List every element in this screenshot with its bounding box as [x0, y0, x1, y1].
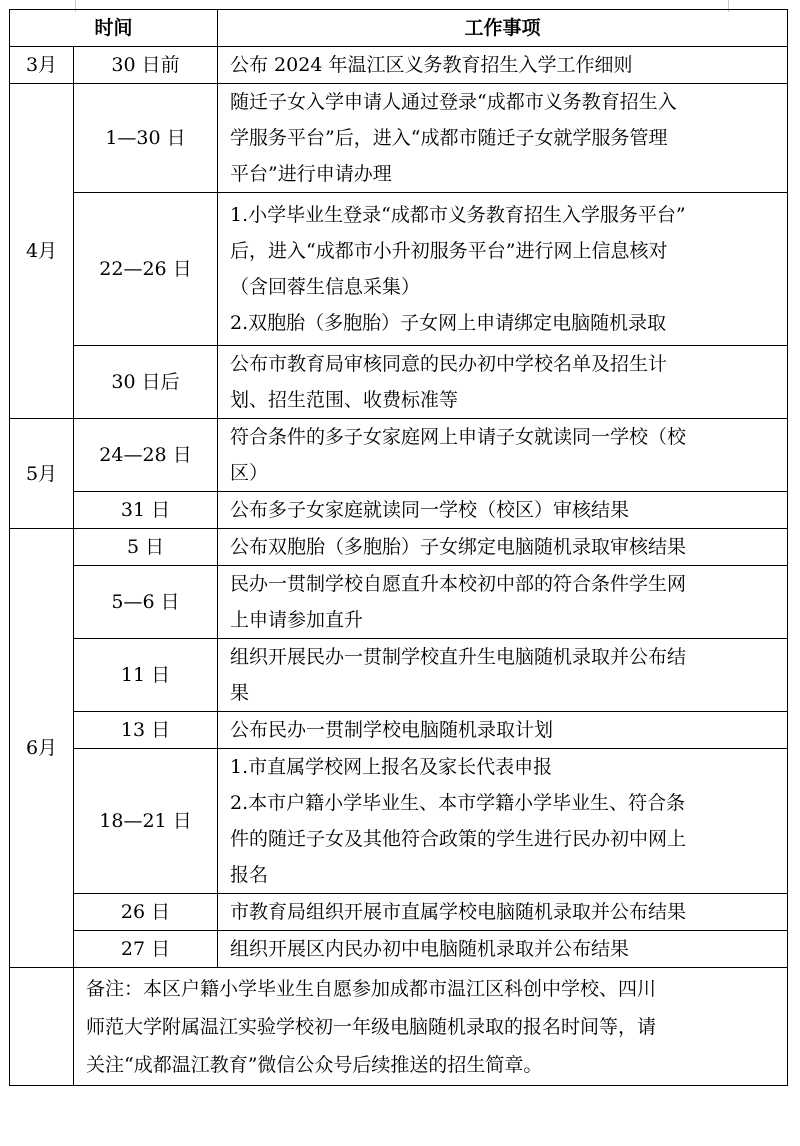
date-cell: 11 日	[74, 639, 218, 712]
date-cell: 13 日	[74, 712, 218, 749]
work-item-cell	[218, 749, 788, 894]
month-cell: 5月	[10, 419, 74, 529]
work-item-cell	[218, 529, 788, 566]
table-row	[10, 529, 788, 566]
work-item-line: 民办一贯制学校自愿直升本校初中部的符合条件学生网	[230, 573, 687, 595]
work-item-line: 2.双胞胎（多胞胎）子女网上申请绑定电脑随机录取	[230, 312, 667, 334]
work-item-cell	[218, 894, 788, 931]
work-item-line: 区）	[230, 462, 269, 484]
work-item-line: 组织开展区内民办初中电脑随机录取并公布结果	[230, 938, 630, 960]
work-item-cell	[218, 419, 788, 492]
date-cell: 27 日	[74, 931, 218, 968]
work-item-line: 1.小学毕业生登录“成都市义务教育招生入学服务平台”	[230, 204, 686, 226]
work-item-line: 后，进入“成都市小升初服务平台”进行网上信息核对	[230, 240, 668, 262]
header-work-items: 工作事项	[218, 10, 788, 47]
note-line: 备注：本区户籍小学毕业生自愿参加成都市温江区科创中学校、四川	[86, 977, 657, 1000]
schedule-table	[9, 9, 788, 1086]
work-item-line: 组织开展民办一贯制学校直升生电脑随机录取并公布结	[230, 646, 687, 668]
work-item-line: 件的随迁子女及其他符合政策的学生进行民办初中网上	[230, 828, 687, 850]
work-item-cell	[218, 492, 788, 529]
work-item-line: 学服务平台”后，进入“成都市随迁子女就学服务管理	[230, 127, 668, 149]
date-cell: 26 日	[74, 894, 218, 931]
table-row	[10, 47, 788, 84]
work-item-cell	[218, 47, 788, 84]
table-row	[10, 492, 788, 529]
work-item-line: 符合条件的多子女家庭网上申请子女就读同一学校（校	[230, 426, 687, 448]
work-item-line: 公布市教育局审核同意的民办初中学校名单及招生计	[230, 353, 668, 375]
work-item-line: 公布 2024 年温江区义务教育招生入学工作细则	[230, 54, 633, 76]
table-row	[10, 931, 788, 968]
table-row	[10, 84, 788, 193]
note-line: 关注“成都温江教育”微信公众号后续推送的招生简章。	[86, 1053, 543, 1076]
table-row	[10, 639, 788, 712]
date-cell: 5 日	[74, 529, 218, 566]
note-cell	[74, 968, 788, 1086]
table-row	[10, 419, 788, 492]
table-header-row	[10, 10, 788, 47]
table-row	[10, 193, 788, 346]
date-cell: 24—28 日	[74, 419, 218, 492]
table-row	[10, 566, 788, 639]
work-item-line: （含回蓉生信息采集）	[230, 276, 421, 298]
date-cell: 22—26 日	[74, 193, 218, 346]
table-row	[10, 712, 788, 749]
note-blank-cell	[10, 968, 74, 1086]
month-cell: 6月	[10, 529, 74, 968]
work-item-line: 报名	[230, 864, 269, 886]
table-body	[10, 47, 788, 1086]
work-item-cell	[218, 712, 788, 749]
work-item-line: 划、招生范围、收费标准等	[230, 389, 459, 411]
date-cell: 31 日	[74, 492, 218, 529]
work-item-line: 1.市直属学校网上报名及家长代表申报	[230, 756, 553, 778]
work-item-cell	[218, 566, 788, 639]
work-item-line: 2.本市户籍小学毕业生、本市学籍小学毕业生、符合条	[230, 792, 686, 814]
work-item-line: 市教育局组织开展市直属学校电脑随机录取并公布结果	[230, 901, 687, 923]
note-row	[10, 968, 788, 1086]
date-cell: 30 日前	[74, 47, 218, 84]
month-cell: 4月	[10, 84, 74, 419]
work-item-line: 公布多子女家庭就读同一学校（校区）审核结果	[230, 499, 630, 521]
work-item-line: 上申请参加直升	[230, 609, 364, 631]
work-item-cell	[218, 193, 788, 346]
date-cell: 5—6 日	[74, 566, 218, 639]
header-time: 时间	[10, 10, 218, 47]
date-cell: 1—30 日	[74, 84, 218, 193]
work-item-cell	[218, 84, 788, 193]
date-cell: 18—21 日	[74, 749, 218, 894]
note-line: 师范大学附属温江实验学校初一年级电脑随机录取的报名时间等，请	[86, 1015, 657, 1038]
date-cell: 30 日后	[74, 346, 218, 419]
work-item-line: 果	[230, 682, 250, 704]
work-item-cell	[218, 639, 788, 712]
work-item-line: 平台”进行申请办理	[230, 163, 392, 185]
work-item-cell	[218, 346, 788, 419]
work-item-line: 公布民办一贯制学校电脑随机录取计划	[230, 719, 554, 741]
work-item-cell	[218, 931, 788, 968]
work-item-line: 随迁子女入学申请人通过登录“成都市义务教育招生入	[230, 91, 677, 113]
month-cell: 3月	[10, 47, 74, 84]
work-item-line: 公布双胞胎（多胞胎）子女绑定电脑随机录取审核结果	[230, 536, 687, 558]
table-row	[10, 346, 788, 419]
table-row	[10, 749, 788, 894]
table-row	[10, 894, 788, 931]
